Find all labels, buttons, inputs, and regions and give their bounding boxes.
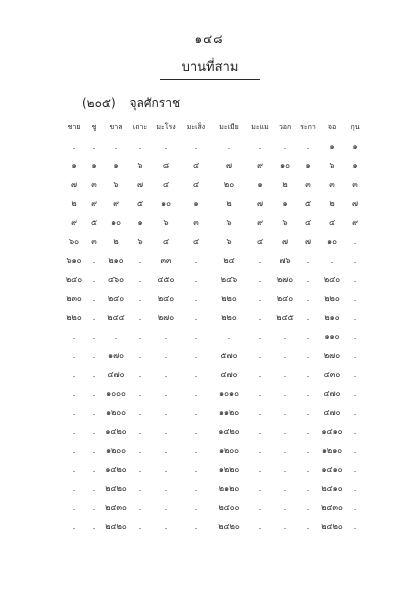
table-cell: . bbox=[72, 142, 76, 151]
table-cell: . bbox=[164, 332, 168, 341]
table-cell: ๔๗๐ bbox=[323, 408, 341, 417]
table-cell: . bbox=[92, 370, 96, 379]
table-cell: . bbox=[353, 294, 357, 303]
table-cell: ๓ bbox=[91, 237, 97, 246]
table-cell: . bbox=[306, 484, 310, 493]
table-cell: . bbox=[194, 313, 198, 322]
table-cell: . bbox=[258, 389, 262, 398]
table-cell: . bbox=[353, 351, 357, 360]
table-cell: . bbox=[306, 142, 310, 151]
table-cell: ๔ bbox=[162, 180, 170, 189]
table-cell: . bbox=[353, 446, 357, 455]
column-header: ชู bbox=[91, 123, 97, 131]
table-cell: ๕ bbox=[304, 199, 312, 208]
table-cell: . bbox=[353, 275, 357, 284]
column-header: ชาย bbox=[67, 123, 81, 131]
table-cell: . bbox=[92, 465, 96, 474]
table-cell: . bbox=[138, 503, 142, 512]
table-cell: ๑ bbox=[91, 161, 97, 170]
table-row bbox=[62, 175, 364, 194]
table-cell: ๔ bbox=[162, 237, 170, 246]
table-cell: . bbox=[353, 389, 357, 398]
table-cell: ๑๐๐๐ bbox=[106, 389, 126, 398]
table-cell: . bbox=[258, 313, 262, 322]
table-cell: . bbox=[72, 332, 76, 341]
table-cell: . bbox=[283, 503, 287, 512]
table-cell: . bbox=[258, 427, 262, 436]
table-cell: . bbox=[306, 465, 310, 474]
table-cell: ๑ bbox=[329, 142, 335, 151]
table-row bbox=[62, 213, 364, 232]
table-cell: . bbox=[194, 370, 198, 379]
table-cell: . bbox=[353, 408, 357, 417]
table-cell: ๒๔๓๐ bbox=[321, 503, 343, 512]
table-cell: . bbox=[283, 142, 287, 151]
table-cell: . bbox=[164, 389, 168, 398]
table-cell: . bbox=[283, 389, 287, 398]
table-cell: ๒ bbox=[113, 237, 119, 246]
table-cell: ๒๔๐ bbox=[323, 275, 341, 284]
table-cell: ๔๗๐ bbox=[107, 370, 125, 379]
table-cell: . bbox=[353, 332, 357, 341]
table-cell: ๑ bbox=[137, 218, 143, 227]
table-cell: . bbox=[92, 142, 96, 151]
table-cell: ๗ bbox=[256, 199, 263, 208]
table-cell: . bbox=[258, 408, 262, 417]
table-cell: ๔๗๐ bbox=[323, 389, 341, 398]
table-cell: . bbox=[306, 294, 310, 303]
table-cell: ๕๗๐ bbox=[220, 351, 238, 360]
table-cell: . bbox=[353, 237, 357, 246]
chapter-title: บานที่สาม bbox=[160, 56, 260, 80]
table-cell: . bbox=[164, 446, 168, 455]
table-cell: ๑ bbox=[193, 199, 199, 208]
table-row bbox=[62, 422, 364, 441]
table-cell: ๑๐ bbox=[111, 218, 121, 227]
table-cell: ๖ bbox=[163, 218, 169, 227]
table-cell: . bbox=[306, 446, 310, 455]
table-cell: ๖ bbox=[226, 237, 232, 246]
table-row bbox=[62, 479, 364, 498]
table-row bbox=[62, 441, 364, 460]
table-cell: . bbox=[283, 465, 287, 474]
table-cell: . bbox=[72, 389, 76, 398]
table-cell: ๒๒๐ bbox=[221, 313, 237, 322]
table-cell: . bbox=[138, 256, 142, 265]
table-cell: . bbox=[353, 313, 357, 322]
table-cell: . bbox=[114, 142, 118, 151]
table-cell: . bbox=[353, 522, 357, 531]
table-cell: ๔ bbox=[328, 218, 336, 227]
table-cell: ๒๗๐ bbox=[323, 351, 341, 360]
table-row bbox=[62, 346, 364, 365]
table-cell: ๒๔๐ bbox=[65, 275, 83, 284]
table-cell: ๖๑๐ bbox=[66, 256, 82, 265]
table-cell: ๑๒๑๐ bbox=[321, 446, 343, 455]
table-cell: . bbox=[283, 427, 287, 436]
table-row bbox=[62, 251, 364, 270]
table-row bbox=[62, 517, 364, 536]
table-cell: ๗ bbox=[136, 180, 143, 189]
table-cell: . bbox=[164, 503, 168, 512]
table-cell: . bbox=[72, 408, 76, 417]
table-cell: ๒๔๕ bbox=[276, 313, 294, 322]
table-cell: ๕ bbox=[90, 218, 98, 227]
table-cell: ๒๔๒๐ bbox=[218, 522, 240, 531]
table-cell: ๑๔๑๐ bbox=[321, 427, 343, 436]
table-cell: . bbox=[92, 256, 96, 265]
table-cell: . bbox=[164, 142, 168, 151]
table-cell: ๖๐ bbox=[69, 237, 79, 246]
table-cell: . bbox=[258, 142, 262, 151]
table-cell: . bbox=[283, 522, 287, 531]
table-cell: ๑ bbox=[305, 161, 311, 170]
table-cell: ๑๒๐๐ bbox=[105, 446, 127, 455]
table-cell: ๙ bbox=[71, 218, 77, 227]
table-cell: . bbox=[353, 370, 357, 379]
table-cell: . bbox=[72, 522, 76, 531]
table-cell: . bbox=[72, 503, 76, 512]
table-cell: . bbox=[306, 370, 310, 379]
table-cell: ๒๔๒๐ bbox=[321, 522, 343, 531]
table-cell: ๒๔๐ bbox=[107, 294, 125, 303]
table-cell: . bbox=[353, 427, 357, 436]
column-header: มะเมีย bbox=[219, 123, 239, 131]
table-cell: ๒๔๐ bbox=[276, 294, 294, 303]
table-cell: . bbox=[164, 484, 168, 493]
table-cell: ๖ bbox=[113, 180, 119, 189]
column-header: วอก bbox=[278, 123, 292, 131]
table-header-row bbox=[62, 118, 364, 137]
table-cell: ๑๗๐ bbox=[108, 351, 124, 360]
table-cell: . bbox=[72, 351, 76, 360]
table-cell: ๕ bbox=[136, 199, 144, 208]
table-cell: . bbox=[92, 427, 96, 436]
table-cell: . bbox=[138, 389, 142, 398]
table-cell: ๔๖๐ bbox=[107, 275, 124, 284]
table-cell: . bbox=[353, 465, 357, 474]
table-cell: . bbox=[92, 408, 96, 417]
table-cell: ๒๔๖ bbox=[220, 275, 238, 284]
table-cell: . bbox=[330, 256, 334, 265]
table-cell: ๑ bbox=[257, 180, 263, 189]
table-cell: . bbox=[353, 503, 357, 512]
table-cell: ๓ bbox=[329, 180, 335, 189]
table-cell: . bbox=[164, 427, 168, 436]
table-cell: ๒๔๒๐ bbox=[105, 522, 127, 531]
table-cell: ๒๓๐ bbox=[66, 294, 82, 303]
table-cell: ๗ bbox=[70, 180, 77, 189]
table-cell: ๒๔๔ bbox=[107, 313, 125, 322]
table-cell: . bbox=[227, 142, 231, 151]
table-cell: ๗ bbox=[225, 161, 232, 170]
table-cell: ๖ bbox=[137, 161, 143, 170]
table-row bbox=[62, 137, 364, 156]
table-cell: . bbox=[92, 484, 96, 493]
table-cell: ๖ bbox=[329, 161, 335, 170]
table-cell: ๑ bbox=[71, 161, 77, 170]
table-cell: . bbox=[194, 408, 198, 417]
table-cell: ๑๔๒๐ bbox=[105, 427, 127, 436]
table-cell: . bbox=[258, 465, 262, 474]
table-cell: . bbox=[194, 294, 198, 303]
table-cell: . bbox=[194, 484, 198, 493]
table-cell: . bbox=[138, 465, 142, 474]
table-cell: ๙ bbox=[257, 161, 263, 170]
table-cell: ๙ bbox=[113, 199, 119, 208]
table-cell: ๒๔๐ bbox=[157, 294, 175, 303]
table-cell: . bbox=[138, 427, 142, 436]
column-header: เถาะ bbox=[132, 123, 148, 131]
table-cell: . bbox=[194, 332, 198, 341]
table-row bbox=[62, 194, 364, 213]
table-cell: . bbox=[164, 522, 168, 531]
section-heading bbox=[82, 94, 180, 113]
page-number: ๑๔๘ bbox=[194, 32, 224, 46]
table-cell: ๒ bbox=[71, 199, 77, 208]
table-row bbox=[62, 327, 364, 346]
table-row bbox=[62, 498, 364, 517]
table-cell: . bbox=[194, 427, 198, 436]
table-cell: . bbox=[306, 408, 310, 417]
table-cell: . bbox=[194, 389, 198, 398]
table-cell: . bbox=[72, 446, 76, 455]
table-cell: ๙ bbox=[257, 218, 263, 227]
table-cell: . bbox=[138, 275, 142, 284]
table-cell: . bbox=[114, 332, 118, 341]
table-cell: . bbox=[194, 465, 198, 474]
table-cell: . bbox=[138, 332, 142, 341]
table-cell: ๗ bbox=[351, 199, 358, 208]
table-cell: . bbox=[258, 332, 262, 341]
table-cell: . bbox=[72, 427, 76, 436]
table-cell: . bbox=[138, 294, 142, 303]
table-cell: . bbox=[258, 503, 262, 512]
column-header: ระกา bbox=[300, 123, 316, 131]
column-header: กุน bbox=[350, 123, 360, 131]
table-cell: . bbox=[72, 465, 76, 474]
table-cell: . bbox=[138, 484, 142, 493]
table-cell: ๓ bbox=[91, 180, 97, 189]
table-cell: ๒ bbox=[329, 199, 335, 208]
table-cell: . bbox=[138, 142, 142, 151]
table-cell: . bbox=[306, 256, 310, 265]
table-cell: ๑๔๒๐ bbox=[105, 465, 127, 474]
table-cell: ๒๒๐ bbox=[66, 313, 82, 322]
table-cell: ๑ bbox=[352, 161, 358, 170]
table-row bbox=[62, 270, 364, 289]
table-cell: . bbox=[306, 351, 310, 360]
table-cell: ๒ bbox=[282, 180, 288, 189]
table-cell: ๑๔๒๐ bbox=[218, 427, 240, 436]
table-cell: . bbox=[194, 503, 198, 512]
table-cell: . bbox=[258, 256, 262, 265]
table-cell: . bbox=[353, 256, 357, 265]
table-cell: . bbox=[306, 389, 310, 398]
table-cell: . bbox=[138, 370, 142, 379]
table-cell: ๔ bbox=[304, 218, 312, 227]
table-cell: . bbox=[258, 294, 262, 303]
table-cell: . bbox=[72, 484, 76, 493]
column-header: มะเส็ง bbox=[186, 123, 206, 131]
table-cell: ๒๑๐ bbox=[324, 313, 340, 322]
table-cell: . bbox=[283, 370, 287, 379]
table-cell: ๖ bbox=[226, 218, 232, 227]
table-cell: ๑๐ bbox=[327, 237, 337, 246]
table-cell: ๔ bbox=[192, 237, 200, 246]
table-cell: ๗ bbox=[304, 237, 311, 246]
table-cell: . bbox=[92, 332, 96, 341]
table-cell: ๓ bbox=[352, 180, 358, 189]
table-cell: . bbox=[194, 142, 198, 151]
table-row bbox=[62, 384, 364, 403]
table-cell: . bbox=[138, 408, 142, 417]
table-cell: . bbox=[258, 446, 262, 455]
table-cell: ๔ bbox=[192, 180, 200, 189]
table-cell: . bbox=[92, 313, 96, 322]
table-body bbox=[62, 137, 364, 536]
table-row bbox=[62, 232, 364, 251]
table-row bbox=[62, 289, 364, 308]
table-cell: ๔๕๐ bbox=[157, 275, 175, 284]
table-cell: . bbox=[258, 522, 262, 531]
table-cell: ๖ bbox=[282, 218, 288, 227]
table-cell: . bbox=[164, 408, 168, 417]
table-cell: . bbox=[164, 351, 168, 360]
table-cell: . bbox=[258, 275, 262, 284]
table-cell: ๒๒๐ bbox=[324, 294, 340, 303]
table-cell: ๑๒๐๐ bbox=[218, 446, 240, 455]
table-cell: ๙ bbox=[352, 218, 358, 227]
table-cell: . bbox=[283, 446, 287, 455]
table-cell: ๑๒๐๐ bbox=[105, 408, 127, 417]
table-cell: ๗ bbox=[281, 237, 288, 246]
table-cell: ๒๔๒๐ bbox=[105, 484, 127, 493]
table-cell: . bbox=[258, 351, 262, 360]
table-cell: . bbox=[92, 275, 96, 284]
table-cell: ๑๐ bbox=[161, 199, 171, 208]
table-cell: . bbox=[72, 370, 76, 379]
table-row bbox=[62, 156, 364, 175]
table-cell: ๙ bbox=[91, 199, 97, 208]
table-cell: . bbox=[258, 370, 262, 379]
table-cell: . bbox=[92, 389, 96, 398]
table-cell: ๒๔๐๐ bbox=[218, 503, 240, 512]
table-cell: ๖ bbox=[137, 237, 143, 246]
table-cell: ๓๓ bbox=[160, 256, 172, 265]
table-cell: ๒๑๒๐ bbox=[218, 484, 240, 493]
table-cell: . bbox=[138, 446, 142, 455]
table-cell: ๑ bbox=[352, 142, 358, 151]
table-cell: ๒ bbox=[226, 199, 232, 208]
column-header: จอ bbox=[327, 123, 337, 131]
table-cell: ๒๔๓๐ bbox=[105, 503, 127, 512]
table-cell: . bbox=[194, 351, 198, 360]
table-cell: ๔๗๐ bbox=[220, 370, 238, 379]
table-cell: . bbox=[194, 446, 198, 455]
table-cell: . bbox=[227, 332, 231, 341]
column-header: ขาล bbox=[109, 123, 123, 131]
data-table bbox=[62, 118, 364, 536]
table-cell: ๓ bbox=[193, 218, 199, 227]
table-cell: ๑๑๐ bbox=[324, 332, 340, 341]
table-cell: ๑๑๒๐ bbox=[218, 408, 240, 417]
table-cell: . bbox=[138, 351, 142, 360]
table-cell: ๑๐ bbox=[280, 161, 290, 170]
table-cell: . bbox=[92, 522, 96, 531]
table-cell: . bbox=[194, 256, 198, 265]
column-header: มะโรง bbox=[156, 123, 176, 131]
table-cell: ๔ bbox=[256, 237, 264, 246]
table-cell: . bbox=[283, 408, 287, 417]
section-title: จุลศักราช bbox=[129, 96, 181, 110]
table-cell: ๑ bbox=[113, 161, 119, 170]
table-cell: ๒๔๑๐ bbox=[321, 484, 343, 493]
table-cell: ๒๗๐ bbox=[157, 313, 175, 322]
table-cell: . bbox=[92, 351, 96, 360]
table-cell: ๑ bbox=[282, 199, 288, 208]
table-cell: ๑๔๑๐ bbox=[321, 465, 343, 474]
column-header: มะแม bbox=[251, 123, 269, 131]
table-cell: ๒๔ bbox=[223, 256, 235, 265]
table-cell: . bbox=[353, 484, 357, 493]
table-cell: . bbox=[283, 332, 287, 341]
table-cell: . bbox=[92, 294, 96, 303]
table-cell: . bbox=[92, 446, 96, 455]
table-cell: . bbox=[283, 351, 287, 360]
table-cell: ๒๐ bbox=[223, 180, 235, 189]
table-cell: ๒๗๐ bbox=[276, 275, 294, 284]
table-cell: . bbox=[306, 275, 310, 284]
table-cell: . bbox=[306, 522, 310, 531]
table-cell: . bbox=[138, 313, 142, 322]
table-cell: . bbox=[138, 522, 142, 531]
table-cell: . bbox=[164, 370, 168, 379]
table-row bbox=[62, 308, 364, 327]
section-number: (๒๐๕) bbox=[82, 96, 116, 110]
table-cell: . bbox=[194, 522, 198, 531]
table-cell: ๒๒๐ bbox=[221, 294, 237, 303]
table-cell: . bbox=[306, 503, 310, 512]
table-cell: . bbox=[283, 484, 287, 493]
table-cell: . bbox=[306, 427, 310, 436]
table-cell: . bbox=[258, 484, 262, 493]
table-cell: ๗๖ bbox=[279, 256, 291, 265]
table-cell: ๔๓๐ bbox=[323, 370, 341, 379]
table-row bbox=[62, 460, 364, 479]
table-cell: ๒๑๐ bbox=[108, 256, 124, 265]
table-cell: ๔ bbox=[192, 161, 200, 170]
table-cell: ๑๐๑๐ bbox=[219, 389, 239, 398]
table-cell: . bbox=[194, 275, 198, 284]
table-row bbox=[62, 403, 364, 422]
table-cell: . bbox=[306, 332, 310, 341]
table-cell: . bbox=[164, 465, 168, 474]
table-cell: ๘ bbox=[162, 161, 170, 170]
table-cell: . bbox=[306, 313, 310, 322]
table-cell: . bbox=[92, 503, 96, 512]
table-cell: ๑๒๒๐ bbox=[218, 465, 240, 474]
table-cell: ๓ bbox=[305, 180, 311, 189]
table-row bbox=[62, 365, 364, 384]
